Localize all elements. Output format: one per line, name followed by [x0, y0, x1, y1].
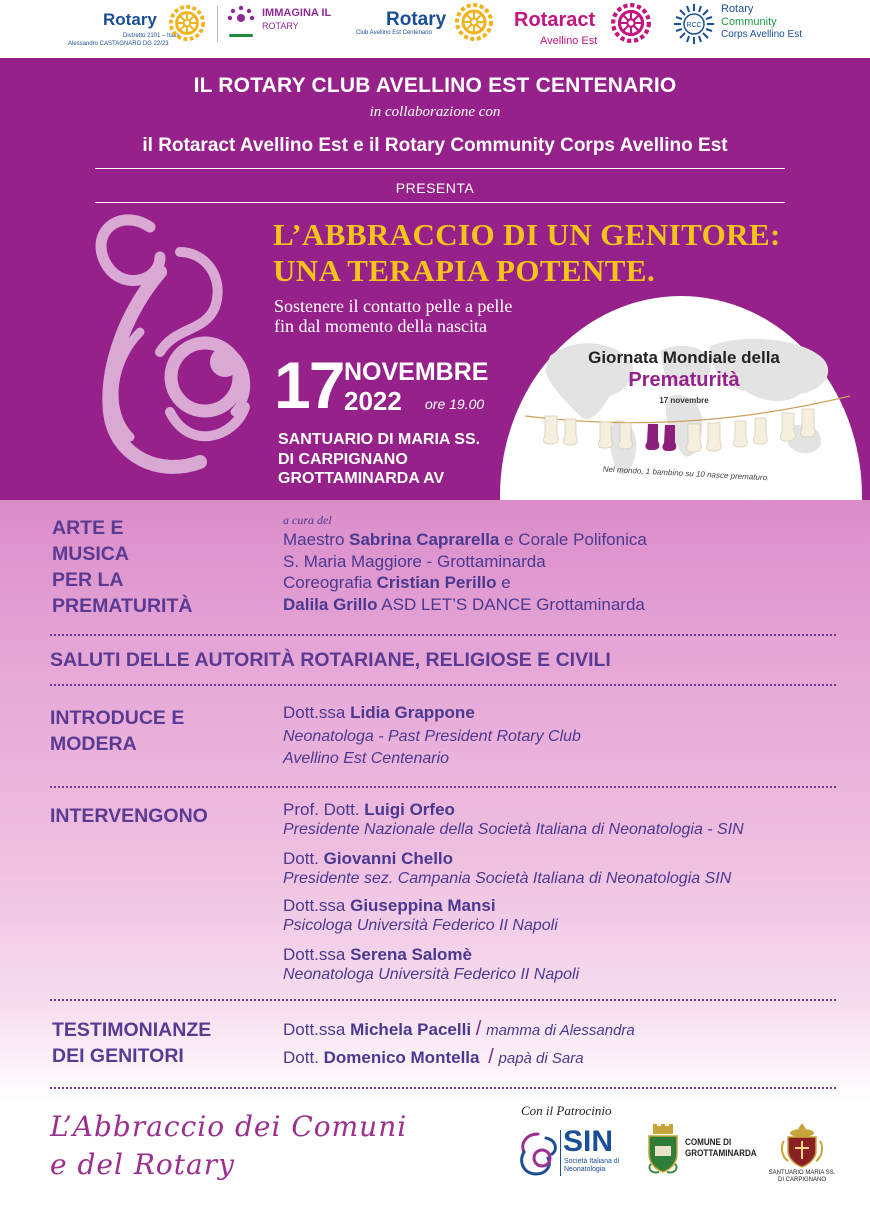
rotary-club-wheel-icon [454, 2, 494, 42]
arte-line2: S. Maria Maggiore - Grottaminarda [283, 552, 546, 571]
introduce-label-line2: MODERA [50, 733, 137, 755]
comune-name [685, 1137, 757, 1159]
parent-name: Michela Pacelli [350, 1020, 472, 1039]
arte-line1-name: Sabrina Caprarella [349, 530, 500, 549]
speaker-name [283, 945, 472, 965]
event-time: ore 19.00 [425, 396, 485, 412]
section-divider [50, 1087, 836, 1089]
speaker-name-bold: Giovanni Chello [323, 849, 454, 868]
speaker-name-bold: Giuseppina Mansi [350, 896, 496, 915]
santuario-line2: DI CARPIGNANO [777, 1177, 826, 1183]
header-divider [95, 168, 785, 169]
arte-line3-pre: Coreografia [283, 573, 377, 592]
rotary-district-number: Distretto 2101 – Italia [123, 33, 180, 39]
section-divider [50, 634, 836, 636]
rotary-district-governor: Alessandro CASTAGNARO DG 22/23 [68, 41, 169, 47]
speaker-title: Dott.ssa [283, 896, 351, 915]
slash-separator: / [488, 1046, 494, 1068]
arte-label-line4: PREMATURITÀ [52, 595, 193, 617]
testimonianze-label-line2: DEI GENITORI [52, 1045, 184, 1067]
giornata-date: 17 novembre [659, 396, 709, 405]
moderator-title: Dott.ssa [283, 703, 351, 722]
giornata-caption: Nel mondo, 1 bambino su 10 nasce prematuro. [602, 464, 770, 483]
immagina-line2: ROTARY [262, 21, 299, 31]
rcc-line2: Community [721, 16, 777, 28]
arte-label [52, 515, 192, 619]
patrocinio-label: Con il Patrocinio [521, 1103, 612, 1118]
immagina-logo-icon [226, 4, 256, 40]
rcc-globe-icon [672, 2, 716, 46]
collab-text: in collaborazione con [369, 104, 501, 120]
arte-label-line1: ARTE E [52, 517, 124, 539]
immagina-line1: IMMAGINA IL [262, 7, 332, 19]
sin-divider [560, 1130, 561, 1176]
footer-slogan-line1: L’Abbraccio dei Comuni [50, 1110, 408, 1143]
speaker-title: Dott.ssa [283, 945, 351, 964]
parent-2 [283, 1047, 584, 1069]
rotaract-name: Rotaract [514, 9, 596, 31]
sin-name: SIN [563, 1125, 614, 1158]
rotary-club-name: Rotary [386, 9, 447, 30]
rotary-wheel-icon [168, 4, 206, 42]
arte-line4 [283, 595, 645, 615]
sin-logo-icon [516, 1130, 562, 1178]
testimonianze-label [52, 1017, 211, 1069]
partners-text: il Rotaract Avellino Est e il Rotary Community Corps Avellino Est [142, 135, 728, 156]
moderator-role1: Neonatologa - Past President Rotary Club [283, 728, 581, 745]
mother-baby-icon [50, 212, 260, 482]
sin-sub1: Società Italiana di [564, 1158, 620, 1165]
parent-name: Domenico Montella [323, 1048, 480, 1067]
event-month: NOVEMBRE [344, 358, 489, 386]
rotaract-wheel-icon [610, 2, 652, 44]
venue-line3: GROTTAMINARDA AV [278, 470, 445, 487]
moderator-name [283, 703, 475, 723]
arte-line4-name: Dalila Grillo [283, 595, 378, 614]
comune-line2: GROTTAMINARDA [685, 1148, 757, 1159]
speaker-title: Dott. [283, 849, 324, 868]
section-divider [50, 684, 836, 686]
rcc-line3: Corps Avellino Est [721, 29, 802, 40]
rotary-district-name: Rotary [103, 10, 157, 29]
event-subtitle-line2: fin dal momento della nascita [274, 316, 487, 336]
arte-label-line2: MUSICA [52, 543, 129, 565]
santuario-line1: SANTUARIO MARIA SS. [768, 1170, 836, 1176]
event-day: 17 [274, 348, 344, 422]
event-title-line2: UNA TERAPIA POTENTE. [273, 253, 656, 288]
speaker-name-bold: Serena Salomè [350, 945, 472, 964]
venue-line2: DI CARPIGNANO [278, 450, 408, 468]
sin-sub2: Neonatologia [564, 1166, 606, 1173]
introduce-label-line1: INTRODUCE E [50, 707, 185, 729]
arte-line3-name: Cristian Perillo [376, 573, 497, 592]
saluti-heading: SALUTI DELLE AUTORITÀ ROTARIANE, RELIGIOSE E CIVILI [50, 649, 611, 671]
comune-line1: COMUNE DI [685, 1137, 732, 1148]
speaker-title: Prof. Dott. [283, 800, 365, 819]
speaker-name-bold: Luigi Orfeo [364, 800, 455, 819]
organizer-title: IL ROTARY CLUB AVELLINO EST CENTENARIO [193, 74, 677, 97]
moderator-role2: Avellino Est Centenario [283, 750, 450, 767]
footer-slogan [50, 1108, 407, 1184]
santuario-crest-icon [780, 1121, 824, 1169]
event-subtitle [274, 296, 512, 336]
rcc-line1: Rotary [721, 3, 754, 15]
rotaract-club: Avellino Est [540, 35, 598, 47]
presenta-text: PRESENTA [395, 180, 475, 196]
speaker-role: Presidente sez. Campania Società Italiana di Neonatologia SIN [283, 870, 732, 887]
parent-note: papà di Sara [498, 1050, 584, 1067]
parent-title: Dott. [283, 1048, 324, 1067]
section-divider [50, 999, 836, 1001]
speaker-name [283, 849, 453, 869]
arte-line4-post: ASD LET’S DANCE Grottaminarda [377, 595, 645, 614]
arte-line1-post: e Corale Polifonica [499, 530, 647, 549]
slash-separator: / [475, 1018, 482, 1040]
logo-bar [0, 0, 870, 58]
speaker-role: Neonatologa Università Federico II Napoli [283, 966, 580, 983]
introduce-label [50, 705, 184, 757]
giornata-title: Giornata Mondiale della [588, 348, 780, 367]
parent-title: Dott.ssa [283, 1020, 351, 1039]
arte-label-line3: PER LA [52, 569, 124, 591]
header-divider [95, 202, 785, 203]
event-title [273, 217, 781, 289]
a-cura-text: a cura del [283, 513, 332, 527]
arte-line1 [283, 530, 647, 550]
speaker-role: Psicologa Università Federico II Napoli [283, 917, 558, 934]
testimonianze-label-line1: TESTIMONIANZE [52, 1019, 212, 1041]
giornata-prematurita: Prematurità [628, 369, 740, 391]
moderator-name-bold: Lidia Grappone [350, 703, 475, 722]
santuario-name [762, 1170, 842, 1184]
section-divider [50, 786, 836, 788]
footer-slogan-line2: e del Rotary [50, 1148, 235, 1181]
speaker-name [283, 800, 455, 820]
venue-line1: SANTUARIO DI MARIA SS. [278, 431, 481, 448]
intervengono-label: INTERVENGONO [50, 805, 208, 827]
speaker-name [283, 896, 496, 916]
arte-line1-pre: Maestro [283, 530, 350, 549]
speaker-role: Presidente Nazionale della Società Italiana di Neonatologia - SIN [283, 821, 744, 838]
event-title-line1: L’ABBRACCIO DI UN GENITORE: [273, 217, 781, 252]
rcc-badge: RCC [686, 22, 702, 29]
event-venue [278, 430, 480, 489]
rotary-district-logo [68, 4, 213, 54]
event-subtitle-line1: Sostenere il contatto pelle a pelle [274, 296, 513, 316]
event-year: 2022 [344, 386, 402, 416]
parent-1 [283, 1019, 635, 1041]
logo-divider [217, 6, 218, 42]
sin-subtitle [564, 1158, 634, 1174]
parent-note: mamma di Alessandra [486, 1022, 635, 1039]
rotary-club-sub: Club Avellino Est Centenario [356, 30, 432, 36]
arte-line3 [283, 573, 511, 593]
comune-crest-icon [645, 1124, 681, 1176]
arte-line3-post: e [496, 573, 511, 592]
